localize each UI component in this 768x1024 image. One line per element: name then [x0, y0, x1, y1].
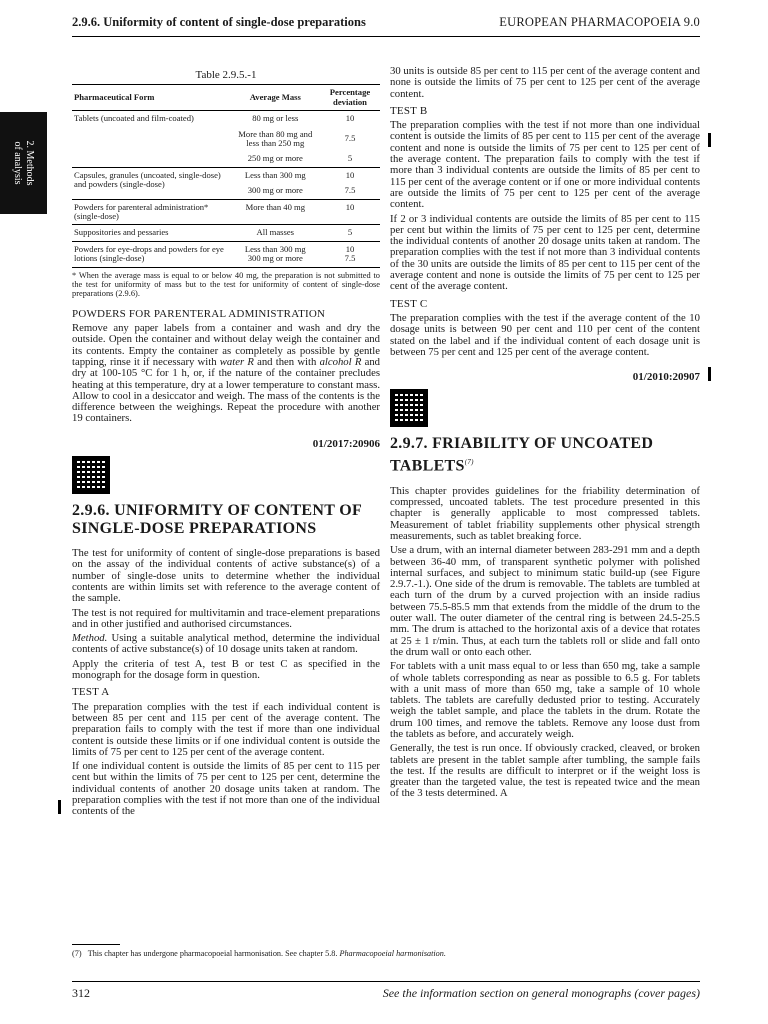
test-a-heading: TEST A	[72, 686, 110, 699]
left-column	[72, 66, 380, 821]
table-row	[72, 127, 380, 152]
table-cell-deviation: 7.5	[344, 133, 356, 144]
table-cell-deviation	[320, 241, 380, 267]
table-row	[72, 241, 380, 267]
table-cell-form: Powders for parenteral administration* (single-dose)	[72, 199, 231, 225]
friability-evaluation: Generally, the test is run once. If obviously cracked, cleaved, or broken tablets are present in the tablet sample after tumbling, the sample fails the test. If the results are difficult to interpret or if the weight loss is greater than the targeted value, the test is repeated twice and the mean of the 3 tests determined. A	[390, 742, 700, 800]
powders-paragraph	[72, 323, 380, 425]
monograph-reference-20906: 01/2017:20906	[312, 437, 380, 450]
side-tab-label	[0, 112, 47, 214]
footnote-number: (7)	[72, 949, 82, 958]
right-column	[390, 66, 700, 803]
qr-code-icon	[72, 456, 110, 494]
criteria-paragraph: Apply the criteria of test A, test B or test C as specified in the monograph for the dosage form in question.	[72, 657, 380, 682]
test-c-heading: TEST C	[390, 297, 428, 310]
table-cell-mass: 80 mg or less	[252, 113, 299, 124]
test-c-paragraph: The preparation complies with the test if the average content of the 10 dosage units is between 90 per cent and 110 per cent of the content stated on the label and if the individual content of each dosage unit is between 75 per cent and 125 per cent of the average content.	[390, 311, 700, 358]
table-cell-deviation: 10	[320, 167, 380, 183]
revision-bar	[58, 800, 61, 814]
table-cell-form	[72, 151, 231, 167]
section-title-text: 2.9.7. FRIABILITY OF UNCOATED TABLETS	[390, 435, 654, 475]
header-rule	[72, 36, 700, 37]
table-cell-form: Capsules, granules (uncoated, single-dose) and powders (single-dose)	[72, 167, 231, 199]
table-header-form: Pharmaceutical Form	[72, 85, 231, 111]
side-tab-line-2: of analysis	[12, 141, 24, 185]
intro-paragraph: The test for uniformity of content of single-dose preparations is based on the assay of the individual contents of active substance(s) of a number of single-dose units to determine whether the individual contents are within limits set with reference to the average content of the sample.	[72, 547, 380, 605]
section-side-tab	[0, 112, 47, 214]
footnote-mark: (7)	[464, 458, 474, 467]
table-cell-mass	[231, 241, 320, 267]
side-tab-line-1: 2. Methods	[24, 140, 36, 186]
table-cell-mass-line: Less than 300 mg	[244, 243, 306, 254]
monograph-reference-20907: 01/2010:20907	[632, 371, 700, 384]
table-cell-deviation: 5	[347, 153, 353, 164]
table-cell-form	[72, 127, 231, 152]
water-reagent: water R	[219, 355, 254, 368]
friability-intro: This chapter provides guidelines for the friability determination of compressed, uncoated tablets. The test procedure presented in this chapter is generally applicable to most compressed tablets. Measurement of tablet friability supplements other physical strength measurements, such as tablet breaking force.	[390, 484, 700, 542]
table-row	[72, 151, 380, 167]
test-b-paragraph-1: The preparation complies with the test if not more than one individual content is outside the limits of 85 per cent to 115 per cent of the average content and none is outside the limits of 75 per cent to 125 per cent of the average content. The preparation fails to comply with the test if more than 3 individual contents are outside the limits of 85 per cent to 115 per cent of the average content or if one or more individual contents are outside the limits of 75 per cent to 125 per cent of the average content.	[390, 119, 700, 211]
table-footnote: * When the average mass is equal to or below 40 mg, the preparation is not submitted to the test for uniformity of mass but to the test for uniformity of content of single-dose preparations (2.9.6).	[72, 270, 380, 299]
table-row	[72, 199, 380, 225]
revision-bar	[708, 367, 711, 381]
table-cell-mass: More than 40 mg	[231, 199, 320, 225]
powders-text-1: Remove any paper labels from a container and wash and dry the outside. Open the container and without delay weigh the container and its contents. Empty the container as completely as possible by gentle tapping, rinse it if necessary with	[72, 322, 380, 368]
footnote-rule	[72, 944, 120, 945]
friability-procedure: For tablets with a unit mass equal to or less than 650 mg, take a sample of whole tablets corresponding as near as possible to 6.5 g. For tablets with a unit mass of more than 650 mg, take a sample of 10 whole tablets. The tablets are carefully dedusted prior to testing. Accurately weigh the tablet sample, and place the tablets in the drum. Rotate the drum 100 times, and remove the tablets. Remove any loose dust from the tablets as before, and accurately weigh.	[390, 660, 700, 740]
method-text: Using a suitable analytical method, determine the individual contents of active substance(s) of 10 dosage units taken at random.	[72, 632, 380, 656]
running-header-title: 2.9.6. Uniformity of content of single-dose preparations	[72, 15, 366, 29]
table-row	[72, 225, 380, 241]
footer-note: See the information section on general monographs (cover pages)	[382, 986, 700, 1000]
table-header-mass: Average Mass	[231, 85, 320, 111]
test-a-paragraph-2: If one individual content is outside the limits of 85 per cent to 115 per cent but within the limits of 75 per cent to 125 per cent, determine the individual contents of another 20 dosage units taken at random. The preparation complies with the test if not more than one of the individual contents of the	[72, 760, 380, 818]
table-cell-deviation-line: 7.5	[344, 253, 356, 264]
table-cell-deviation: 7.5	[344, 185, 356, 196]
method-paragraph	[72, 633, 380, 656]
page-footnote	[72, 949, 446, 958]
test-a-continuation: 30 units is outside 85 per cent to 115 per cent of the average content and none is outside the limits of 75 per cent to 125 per cent of the average content.	[390, 65, 700, 100]
footnote-text: This chapter has undergone pharmacopoeial harmonisation. See chapter 5.8.	[87, 949, 340, 958]
test-a-paragraph-1: The preparation complies with the test if each individual content is between 85 per cent and 115 per cent of the average content. The preparation fails to comply with the test if more than one individual content is outside these limits or if one individual content is outside the limits of 75 per cent to 125 per cent of the average content.	[72, 700, 380, 758]
running-header-publication: EUROPEAN PHARMACOPOEIA 9.0	[499, 15, 700, 29]
section-title-2-9-6: 2.9.6. UNIFORMITY OF CONTENT OF SINGLE-DOSE PREPARATIONS	[72, 502, 362, 538]
table-cell-mass: Less than 300 mg	[231, 167, 320, 183]
table-row	[72, 167, 380, 183]
footnote-chapter-title: Pharmacopoeial harmonisation.	[339, 949, 446, 958]
exemption-paragraph: The test is not required for multivitamin and trace-element preparations and in other justified and authorised circumstances.	[72, 606, 380, 630]
method-label: Method.	[72, 632, 108, 645]
table-cell-form: Tablets (uncoated and film-coated)	[74, 113, 194, 124]
table-cell-mass: 300 mg or more	[247, 185, 303, 196]
table-cell-mass: All masses	[231, 225, 320, 241]
table-cell-mass: 250 mg or more	[247, 153, 303, 164]
revision-bar	[708, 133, 711, 147]
footer-rule	[72, 981, 700, 982]
table-header-row	[72, 85, 380, 111]
alcohol-reagent: alcohol R	[319, 355, 362, 368]
powders-heading: POWDERS FOR PARENTERAL ADMINISTRATION	[72, 307, 326, 320]
powders-text-3: and dry at 100-105 °C for 1 h, or, if the nature of the container precludes heating at this temperature, dry at a lower temperature to constant mass. Allow to cool in a desiccator and weigh. The mass of the contents is the difference between the weighings. Repeat the procedure with another 19 containers.	[72, 355, 381, 425]
table-caption: Table 2.9.5.-1	[195, 69, 257, 81]
powders-text-2: and then with	[253, 355, 320, 368]
table-row	[72, 111, 380, 127]
table-cell-deviation: 10	[320, 199, 380, 225]
table-cell-form: Suppositories and pessaries	[72, 225, 231, 241]
test-b-heading: TEST B	[390, 104, 428, 117]
qr-code-icon	[390, 389, 428, 427]
table-cell-mass: More than 80 mg and less than 250 mg	[238, 128, 313, 148]
mass-deviation-table	[72, 84, 380, 267]
table-cell-form: Powders for eye-drops and powders for eye lotions (single-dose)	[72, 241, 231, 267]
friability-apparatus: Use a drum, with an internal diameter between 283-291 mm and a depth between 36-40 mm, of transparent synthetic polymer with polished internal surfaces, and subject to minimum static build-up (see Figure 2.9.7.-1.). One side of the drum is removable. The tablets are tumbled at each turn of the drum by a curved projection with an inside radius between 75.5-85.5 mm that extends from the middle of the drum to the outer wall. The outer diameter of the central ring is between 24.5-25.5 mm. The drum is attached to the horizontal axis of a device that rotates at 25 ± 1 r/min. Thus, at each turn the tablets roll or slide and fall onto the drum wall or onto each other.	[390, 544, 700, 658]
table-header-deviation: Percentage deviation	[320, 85, 380, 111]
table-cell-mass-line: 300 mg or more	[247, 253, 303, 264]
table-cell-deviation: 5	[320, 225, 380, 241]
page-number: 312	[72, 986, 90, 1000]
section-title-2-9-7	[390, 435, 700, 475]
test-b-paragraph-2: If 2 or 3 individual contents are outside the limits of 85 per cent to 115 per cent but within the limits of 75 per cent to 125 per cent, determine the individual contents of another 20 dosage units taken at random. The preparation complies with the test if not more than 3 individual contents of the 30 units are outside the limits of 85 per cent to 115 per cent of the average content and none is outside the limits of 75 per cent to 125 per cent of the average content.	[390, 212, 700, 293]
table-cell-deviation: 10	[345, 113, 355, 124]
table-cell-deviation-line: 10	[345, 243, 355, 254]
